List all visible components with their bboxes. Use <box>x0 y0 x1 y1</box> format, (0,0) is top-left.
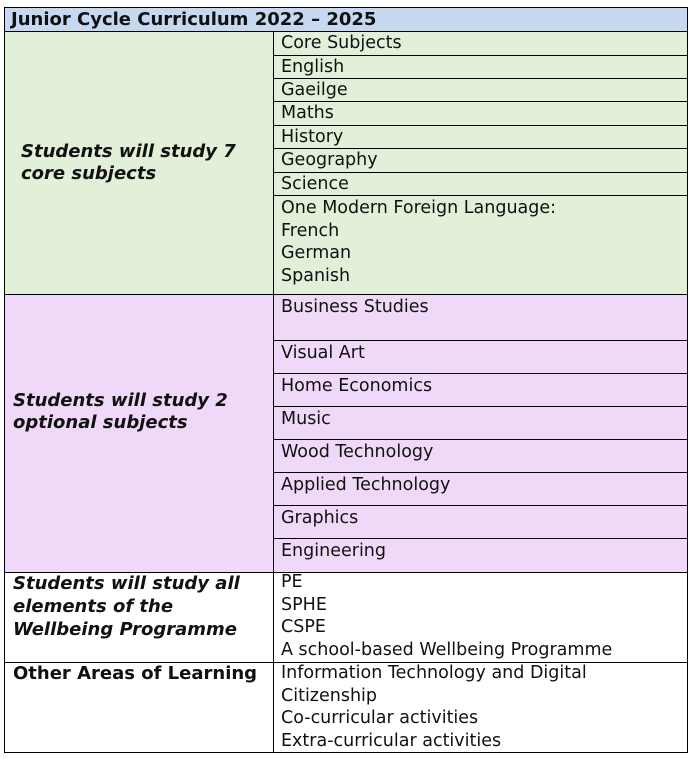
core-subject: Geography <box>274 149 687 173</box>
core-subject: Science <box>274 173 687 196</box>
wellbeing-label-cell <box>5 573 274 662</box>
optional-subject: Applied Technology <box>274 473 687 506</box>
core-subject: History <box>274 126 687 149</box>
optional-subject: Graphics <box>274 506 687 539</box>
other-item: Co-curricular activities <box>281 708 479 729</box>
other-item: Extra-curricular activities <box>281 730 502 751</box>
wellbeing-section <box>5 573 687 663</box>
optional-subject: Wood Technology <box>274 440 687 473</box>
core-label-line-1: Students will study 7 <box>21 141 236 162</box>
optional-subject: Engineering <box>281 541 386 561</box>
optional-label-line-2: optional subjects <box>13 412 188 433</box>
curriculum-table <box>4 7 688 753</box>
optional-subjects-section <box>5 295 687 573</box>
core-subject-heading: Core Subjects <box>274 32 687 56</box>
core-label-cell <box>5 32 274 294</box>
wellbeing-item: CSPE <box>281 617 326 638</box>
optional-label-cell <box>5 295 274 572</box>
mfl-language: German <box>281 243 352 264</box>
wellbeing-label-line-3: Wellbeing Programme <box>13 619 237 640</box>
optional-subject: Business Studies <box>274 295 687 341</box>
core-subjects-list <box>274 32 687 294</box>
wellbeing-label-line-2: elements of the <box>13 596 174 617</box>
wellbeing-item: PE <box>281 572 303 592</box>
optional-subjects-list <box>274 295 687 572</box>
optional-label-line-1: Students will study 2 <box>13 390 228 411</box>
mfl-cell <box>274 196 687 294</box>
mfl-heading: One Modern Foreign Language: <box>281 198 557 218</box>
table-title: Junior Cycle Curriculum 2022 – 2025 <box>5 8 687 32</box>
other-item: Information Technology and Digital <box>281 663 587 683</box>
core-subject: English <box>274 56 687 79</box>
mfl-language: French <box>281 220 340 241</box>
optional-subject: Home Economics <box>274 374 687 407</box>
optional-subject: Music <box>274 407 687 440</box>
mfl-language: Spanish <box>281 265 351 286</box>
optional-subject: Visual Art <box>274 341 687 374</box>
optional-label <box>13 390 228 434</box>
core-label <box>21 141 236 185</box>
wellbeing-items <box>274 573 687 662</box>
other-list <box>281 662 587 752</box>
other-areas-label: Other Areas of Learning <box>13 663 258 684</box>
wellbeing-item: A school-based Wellbeing Programme <box>281 639 613 660</box>
other-label-cell <box>5 663 274 752</box>
wellbeing-list <box>281 571 612 661</box>
core-label-line-2: core subjects <box>21 163 157 184</box>
wellbeing-label <box>13 572 240 641</box>
wellbeing-label-line-1: Students will study all <box>13 573 240 594</box>
core-subject: Gaeilge <box>274 79 687 102</box>
core-subjects-section <box>5 32 687 295</box>
other-areas-section <box>5 663 687 752</box>
core-subject: Maths <box>274 102 687 126</box>
other-items <box>274 663 687 752</box>
wellbeing-item: SPHE <box>281 594 327 615</box>
other-item: Citizenship <box>281 685 378 706</box>
